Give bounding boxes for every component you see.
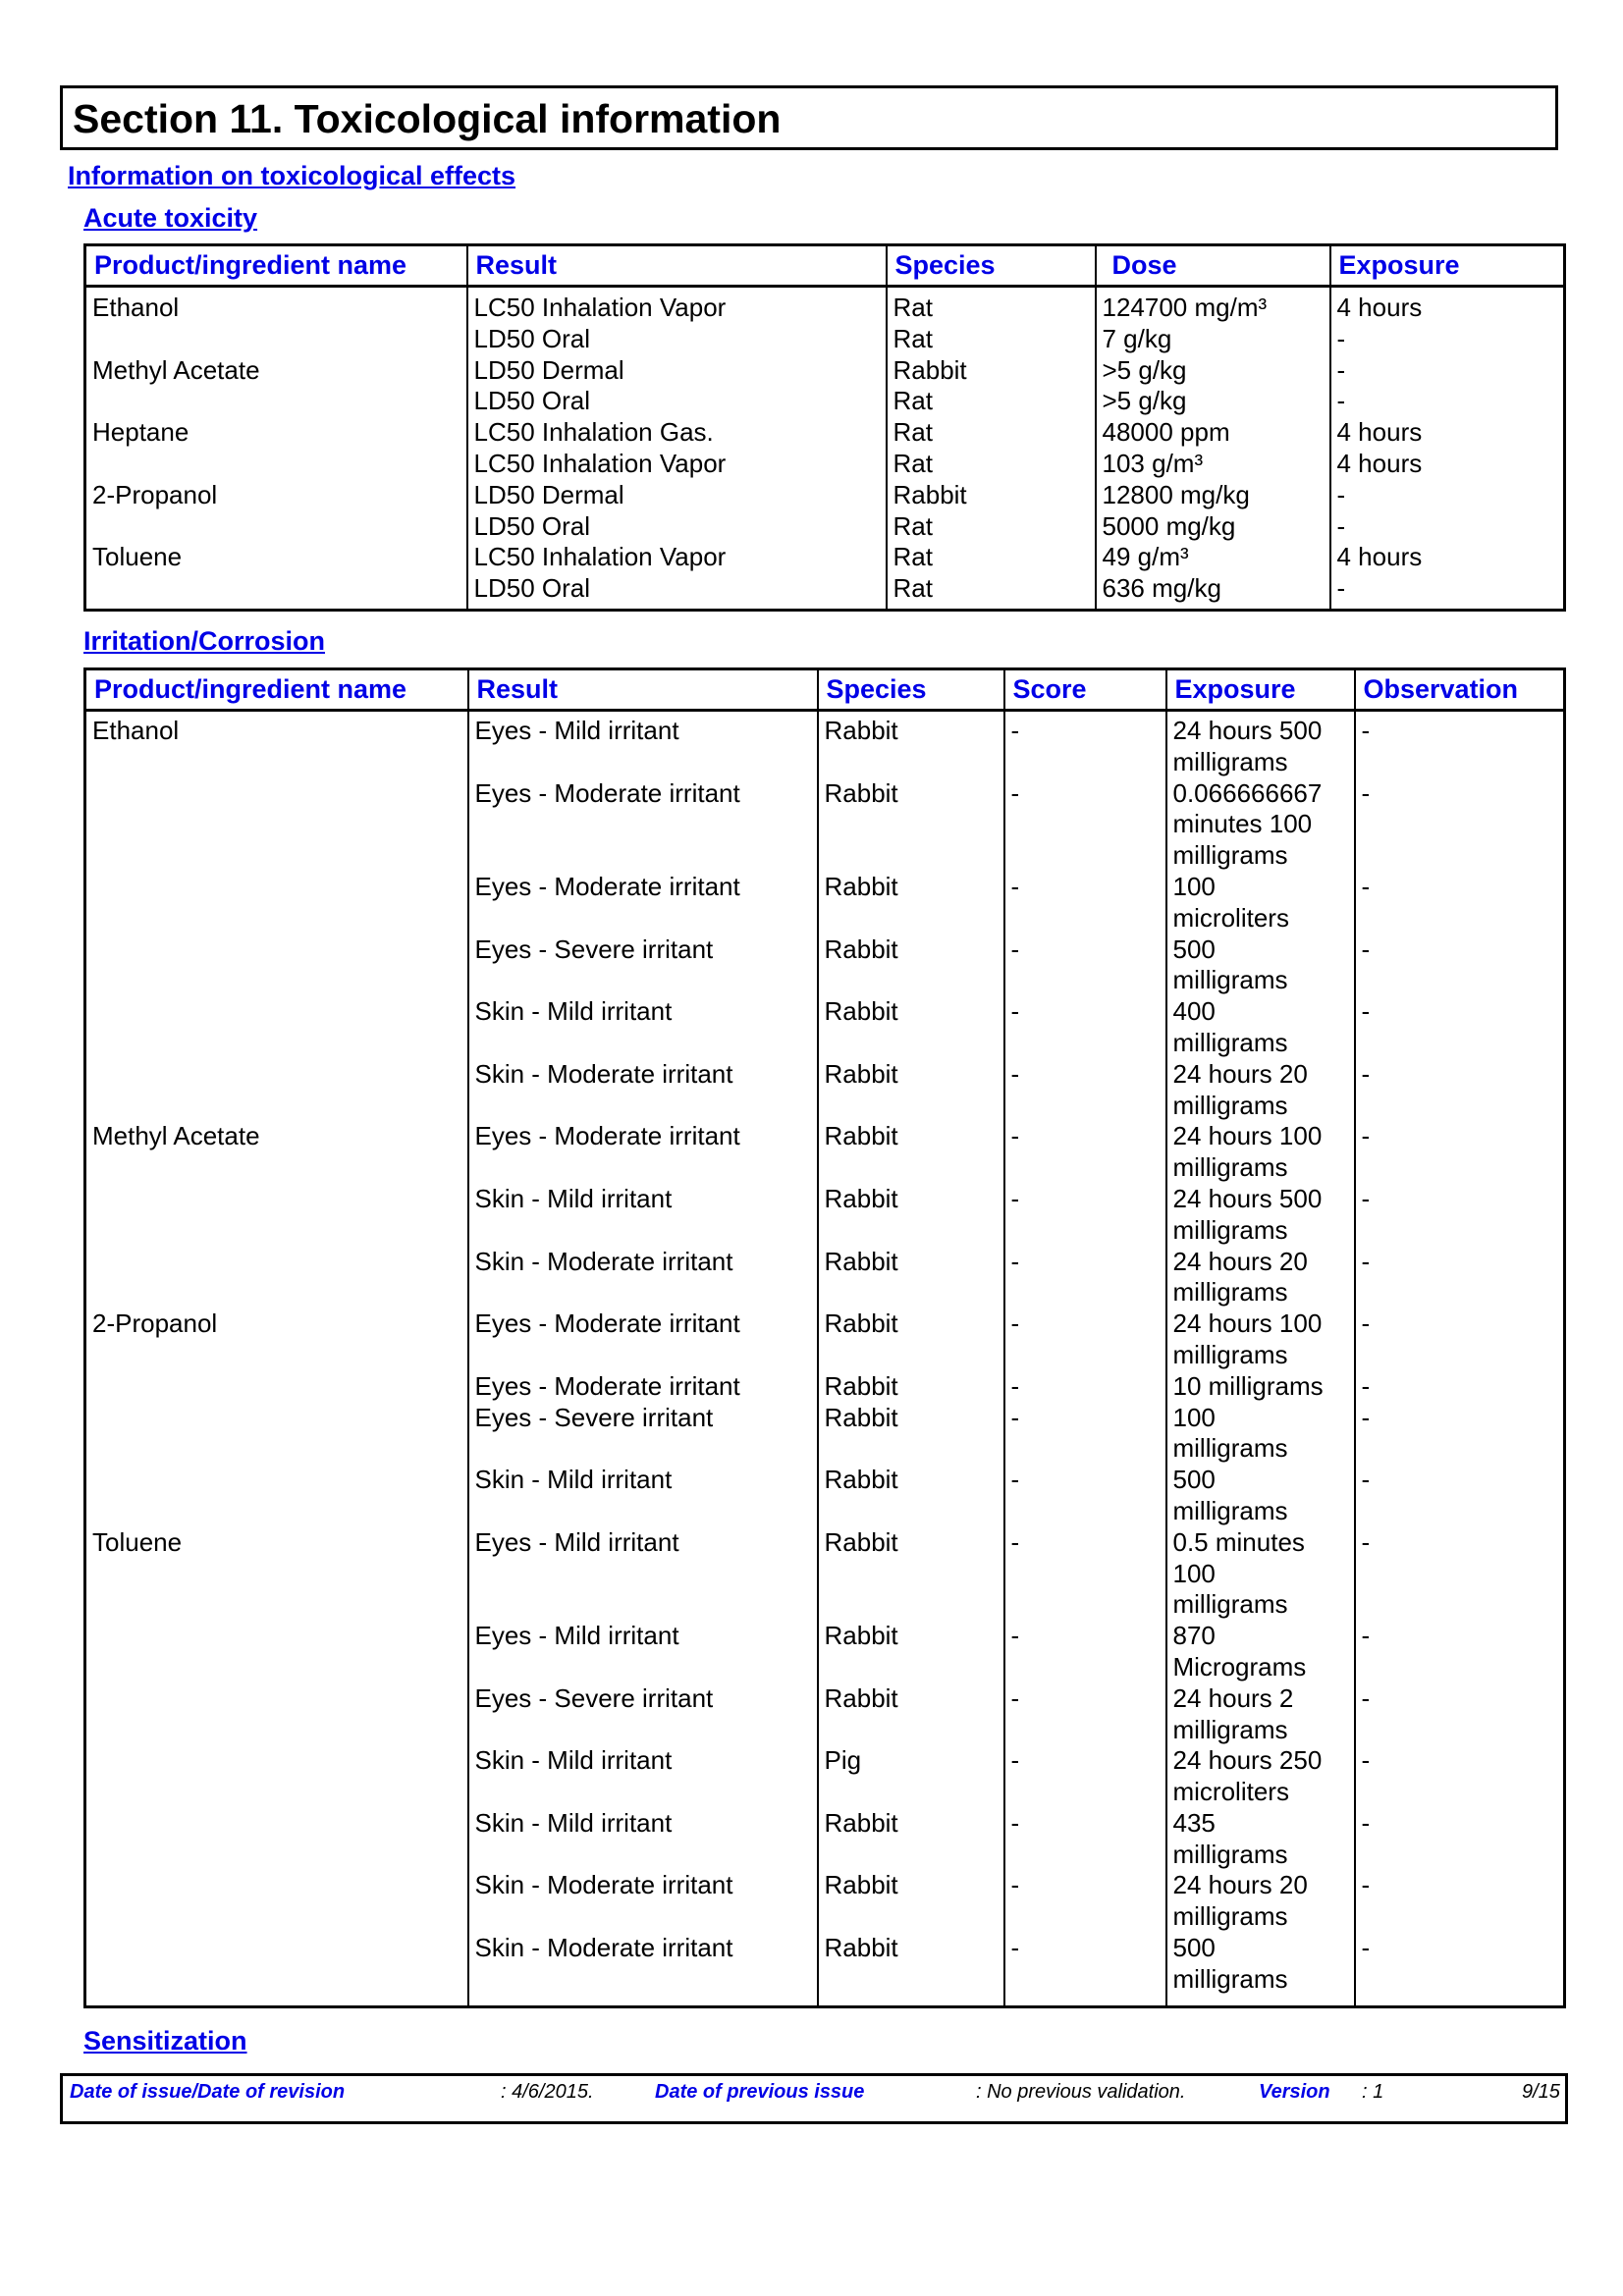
col-product-name: Product/ingredient name: [85, 245, 467, 287]
exposure-line: 24 hours 20: [1172, 1870, 1308, 1900]
score-cell: -: [1004, 778, 1166, 872]
species-cell: Rat: [887, 417, 1096, 449]
score-cell: -: [1004, 934, 1166, 997]
exposure-line: 100: [1172, 871, 1216, 901]
species-cell: Rabbit: [818, 1371, 1004, 1403]
product-name-cell: Toluene: [92, 1526, 183, 1557]
exposure-cell: -: [1330, 480, 1565, 511]
product-name-cell: [85, 1465, 468, 1527]
score-cell: -: [1004, 1371, 1166, 1403]
species-cell: Rabbit: [818, 1121, 1004, 1184]
result-cell: Skin - Moderate irritant: [468, 1933, 818, 1996]
species-cell: Rat: [887, 386, 1096, 417]
exposure-line: 100: [1172, 1558, 1216, 1588]
product-name-cell: 2-Propanol: [92, 1308, 218, 1339]
exposure-line: milligrams: [1172, 746, 1288, 776]
table-row: [85, 1808, 1565, 1871]
table-row: [85, 573, 1565, 610]
exposure-cell: [1166, 1808, 1355, 1871]
exposure-line: 0.5 minutes: [1172, 1526, 1305, 1557]
observation-cell: -: [1355, 1121, 1565, 1184]
table-row: [85, 324, 1565, 355]
species-cell: Rabbit: [818, 934, 1004, 997]
exposure-cell: [1166, 1059, 1355, 1122]
exposure-cell: [1166, 711, 1355, 778]
exposure-line: 10 milligrams: [1172, 1370, 1324, 1401]
exposure-cell: 4 hours: [1330, 417, 1565, 449]
exposure-cell: [1166, 1683, 1355, 1746]
score-cell: -: [1004, 1745, 1166, 1808]
exposure-line: 24 hours 250: [1172, 1745, 1323, 1776]
result-cell: Skin - Moderate irritant: [468, 1059, 818, 1122]
species-cell: Rat: [887, 573, 1096, 610]
score-cell: -: [1004, 1059, 1166, 1122]
exposure-cell: 4 hours: [1330, 287, 1565, 324]
result-cell: Eyes - Moderate irritant: [468, 1308, 818, 1371]
dose-cell: >5 g/kg: [1096, 386, 1330, 417]
exposure-line: minutes 100: [1172, 809, 1313, 839]
info-heading[interactable]: Information on toxicological effects: [68, 161, 516, 190]
result-cell: Eyes - Moderate irritant: [468, 1371, 818, 1403]
observation-cell: -: [1355, 1308, 1565, 1371]
table-row: [85, 996, 1565, 1059]
exposure-cell: [1166, 934, 1355, 997]
table-row: [85, 1527, 1565, 1621]
product-name-cell: [85, 934, 468, 997]
score-cell: -: [1004, 1184, 1166, 1247]
table-row: [85, 1465, 1565, 1527]
table-row: [85, 1403, 1565, 1466]
result-cell: Skin - Mild irritant: [468, 996, 818, 1059]
observation-cell: -: [1355, 1059, 1565, 1122]
species-cell: Rabbit: [818, 1308, 1004, 1371]
result-cell: LC50 Inhalation Vapor: [467, 287, 887, 324]
table-row: [85, 1121, 1565, 1184]
footer-prev-label: Date of previous issue: [655, 2081, 865, 2103]
product-name-cell: [85, 511, 467, 543]
table-row: [85, 711, 1565, 778]
exposure-cell: -: [1330, 573, 1565, 610]
result-cell: Skin - Mild irritant: [468, 1745, 818, 1808]
table-row: [85, 1745, 1565, 1808]
table-row: [85, 1308, 1565, 1371]
exposure-line: milligrams: [1172, 1277, 1288, 1308]
dose-cell: >5 g/kg: [1096, 355, 1330, 387]
observation-cell: -: [1355, 1683, 1565, 1746]
exposure-cell: [1166, 872, 1355, 934]
sensitization-heading[interactable]: Sensitization: [83, 2026, 247, 2056]
result-cell: Eyes - Moderate irritant: [468, 872, 818, 934]
exposure-cell: -: [1330, 355, 1565, 387]
exposure-cell: [1166, 1403, 1355, 1466]
dose-cell: 48000 ppm: [1096, 417, 1330, 449]
product-name-cell: [85, 996, 468, 1059]
exposure-line: 100: [1172, 1402, 1216, 1432]
result-cell: Skin - Mild irritant: [468, 1808, 818, 1871]
product-name-cell: [85, 1621, 468, 1683]
dose-cell: 49 g/m³: [1096, 542, 1330, 573]
exposure-cell: [1166, 1745, 1355, 1808]
product-name-cell: [85, 449, 467, 480]
species-cell: Rabbit: [887, 355, 1096, 387]
species-cell: Rat: [887, 511, 1096, 543]
exposure-line: 24 hours 2: [1172, 1682, 1294, 1713]
table-row: [85, 934, 1565, 997]
exposure-cell: [1166, 1870, 1355, 1933]
exposure-line: milligrams: [1172, 1839, 1288, 1869]
species-cell: Rat: [887, 324, 1096, 355]
table-padding-row: [85, 1996, 1565, 2007]
exposure-line: microliters: [1172, 902, 1289, 933]
dose-cell: 103 g/m³: [1096, 449, 1330, 480]
product-name-cell: Methyl Acetate: [92, 1121, 260, 1151]
dose-cell: 7 g/kg: [1096, 324, 1330, 355]
exposure-cell: -: [1330, 324, 1565, 355]
result-cell: Eyes - Mild irritant: [468, 1527, 818, 1621]
product-name-cell: [85, 1184, 468, 1247]
score-cell: -: [1004, 1247, 1166, 1309]
col-score: Score: [1004, 669, 1166, 711]
table-row: [85, 542, 1565, 573]
footer-version-label: Version: [1259, 2081, 1330, 2103]
score-cell: -: [1004, 1808, 1166, 1871]
exposure-line: 24 hours 20: [1172, 1246, 1308, 1276]
exposure-cell: 4 hours: [1330, 542, 1565, 573]
score-cell: -: [1004, 872, 1166, 934]
exposure-line: milligrams: [1172, 1589, 1288, 1620]
score-cell: -: [1004, 1121, 1166, 1184]
product-name-cell: [85, 324, 467, 355]
table-row: [85, 1683, 1565, 1746]
species-cell: Rabbit: [818, 1527, 1004, 1621]
irritation-corrosion-table: [83, 667, 1566, 2008]
dose-cell: 636 mg/kg: [1096, 573, 1330, 610]
acute-toxicity-table: [83, 243, 1566, 612]
section-title: Section 11. Toxicological information: [73, 96, 782, 141]
species-cell: Pig: [818, 1745, 1004, 1808]
product-name-cell: [85, 1683, 468, 1746]
product-name-cell: Ethanol: [92, 293, 180, 322]
exposure-line: 435: [1172, 1807, 1216, 1838]
species-cell: Rabbit: [818, 1465, 1004, 1527]
exposure-line: 24 hours 100: [1172, 1121, 1323, 1151]
table-row: [85, 778, 1565, 872]
exposure-line: 24 hours 500: [1172, 716, 1323, 745]
table-row: [85, 511, 1565, 543]
score-cell: -: [1004, 1933, 1166, 1996]
observation-cell: -: [1355, 1621, 1565, 1683]
result-cell: Eyes - Severe irritant: [468, 1683, 818, 1746]
observation-cell: -: [1355, 1403, 1565, 1466]
section-title-box: [60, 85, 1558, 150]
exposure-line: milligrams: [1172, 1214, 1288, 1245]
exposure-line: 500: [1172, 1933, 1216, 1963]
result-cell: LD50 Oral: [467, 573, 887, 610]
species-cell: Rabbit: [818, 1059, 1004, 1122]
col-observation: Observation: [1355, 669, 1565, 711]
table-row: [85, 1184, 1565, 1247]
species-cell: Rabbit: [818, 778, 1004, 872]
observation-cell: -: [1355, 934, 1565, 997]
observation-cell: -: [1355, 996, 1565, 1059]
result-cell: LD50 Dermal: [467, 480, 887, 511]
product-name-cell: [85, 1933, 468, 1996]
result-cell: Eyes - Mild irritant: [468, 711, 818, 778]
result-cell: LC50 Inhalation Vapor: [467, 542, 887, 573]
footer-date-value: : 4/6/2015.: [501, 2081, 594, 2103]
score-cell: -: [1004, 1308, 1166, 1371]
product-name-cell: [85, 778, 468, 872]
exposure-line: 500: [1172, 1465, 1216, 1495]
product-name-cell: Methyl Acetate: [92, 354, 260, 385]
exposure-cell: [1166, 1121, 1355, 1184]
product-name-cell: [85, 1247, 468, 1309]
product-name-cell: [85, 1870, 468, 1933]
irritation-header-row: [85, 669, 1565, 711]
acute-header-row: [85, 245, 1565, 287]
product-name-cell: [85, 1059, 468, 1122]
observation-cell: -: [1355, 1247, 1565, 1309]
score-cell: -: [1004, 1403, 1166, 1466]
exposure-line: milligrams: [1172, 1901, 1288, 1932]
result-cell: LD50 Oral: [467, 386, 887, 417]
score-cell: -: [1004, 711, 1166, 778]
exposure-line: 24 hours 100: [1172, 1308, 1323, 1339]
result-cell: Skin - Moderate irritant: [468, 1247, 818, 1309]
species-cell: Rabbit: [818, 1247, 1004, 1309]
acute-toxicity-heading[interactable]: Acute toxicity: [83, 203, 258, 233]
exposure-cell: [1166, 1621, 1355, 1683]
species-cell: Rabbit: [887, 480, 1096, 511]
exposure-line: milligrams: [1172, 1714, 1288, 1744]
result-cell: Skin - Moderate irritant: [468, 1870, 818, 1933]
table-row: [85, 1933, 1565, 1996]
product-name-cell: [85, 1745, 468, 1808]
result-cell: Skin - Mild irritant: [468, 1465, 818, 1527]
observation-cell: -: [1355, 711, 1565, 778]
product-name-cell: 2-Propanol: [92, 479, 218, 509]
exposure-line: milligrams: [1172, 1152, 1288, 1183]
irritation-heading[interactable]: Irritation/Corrosion: [83, 626, 326, 656]
score-cell: -: [1004, 1621, 1166, 1683]
exposure-cell: [1166, 1371, 1355, 1403]
exposure-cell: [1166, 1247, 1355, 1309]
col-product-name: Product/ingredient name: [85, 669, 468, 711]
result-cell: Eyes - Severe irritant: [468, 934, 818, 997]
exposure-line: 870: [1172, 1621, 1216, 1651]
result-cell: Eyes - Mild irritant: [468, 1621, 818, 1683]
exposure-line: Micrograms: [1172, 1651, 1307, 1682]
exposure-cell: -: [1330, 511, 1565, 543]
score-cell: -: [1004, 996, 1166, 1059]
species-cell: Rabbit: [818, 872, 1004, 934]
observation-cell: -: [1355, 1184, 1565, 1247]
exposure-line: microliters: [1172, 1777, 1289, 1807]
footer-version-value: : 1: [1362, 2081, 1384, 2103]
table-row: [85, 1247, 1565, 1309]
product-name-cell: Ethanol: [92, 716, 180, 745]
col-result: Result: [467, 245, 887, 287]
species-cell: Rabbit: [818, 1808, 1004, 1871]
score-cell: -: [1004, 1870, 1166, 1933]
result-cell: LC50 Inhalation Gas.: [467, 417, 887, 449]
table-row: [85, 480, 1565, 511]
dose-cell: 12800 mg/kg: [1096, 480, 1330, 511]
table-row: [85, 449, 1565, 480]
species-cell: Rat: [887, 287, 1096, 324]
result-cell: LC50 Inhalation Vapor: [467, 449, 887, 480]
observation-cell: -: [1355, 778, 1565, 872]
observation-cell: -: [1355, 1465, 1565, 1527]
table-row: [85, 386, 1565, 417]
footer-prev-value: : No previous validation.: [976, 2081, 1186, 2103]
exposure-cell: [1166, 1527, 1355, 1621]
product-name-cell: Toluene: [92, 542, 183, 572]
table-row: [85, 1621, 1565, 1683]
page-footer: [60, 2073, 1568, 2124]
product-name-cell: [85, 1371, 468, 1403]
product-name-cell: [85, 1808, 468, 1871]
exposure-line: milligrams: [1172, 965, 1288, 995]
product-name-cell: [85, 573, 467, 610]
exposure-line: milligrams: [1172, 1027, 1288, 1057]
exposure-line: milligrams: [1172, 1339, 1288, 1369]
species-cell: Rabbit: [818, 1683, 1004, 1746]
species-cell: Rabbit: [818, 1621, 1004, 1683]
col-result: Result: [468, 669, 818, 711]
exposure-line: 24 hours 500: [1172, 1183, 1323, 1213]
col-species: Species: [818, 669, 1004, 711]
exposure-cell: 4 hours: [1330, 449, 1565, 480]
product-name-cell: Heptane: [92, 417, 189, 448]
exposure-cell: [1166, 778, 1355, 872]
result-cell: Eyes - Severe irritant: [468, 1403, 818, 1466]
score-cell: -: [1004, 1527, 1166, 1621]
product-name-cell: [85, 386, 467, 417]
exposure-cell: [1166, 1308, 1355, 1371]
species-cell: Rabbit: [818, 711, 1004, 778]
col-exposure: Exposure: [1330, 245, 1565, 287]
table-row: [85, 417, 1565, 449]
observation-cell: -: [1355, 1808, 1565, 1871]
table-row: [85, 872, 1565, 934]
product-name-cell: [85, 1403, 468, 1466]
observation-cell: -: [1355, 1527, 1565, 1621]
result-cell: LD50 Dermal: [467, 355, 887, 387]
table-row: [85, 355, 1565, 387]
exposure-line: milligrams: [1172, 1963, 1288, 1994]
observation-cell: -: [1355, 1745, 1565, 1808]
footer-date-label: Date of issue/Date of revision: [70, 2081, 346, 2103]
exposure-cell: [1166, 1933, 1355, 1996]
observation-cell: -: [1355, 1371, 1565, 1403]
exposure-line: 500: [1172, 934, 1216, 964]
exposure-line: 400: [1172, 996, 1216, 1027]
exposure-line: milligrams: [1172, 1495, 1288, 1525]
observation-cell: -: [1355, 1933, 1565, 1996]
exposure-line: milligrams: [1172, 840, 1288, 871]
species-cell: Rabbit: [818, 1933, 1004, 1996]
col-species: Species: [887, 245, 1096, 287]
table-row: [85, 1870, 1565, 1933]
col-exposure: Exposure: [1166, 669, 1355, 711]
observation-cell: -: [1355, 1870, 1565, 1933]
species-cell: Rabbit: [818, 1870, 1004, 1933]
exposure-cell: -: [1330, 386, 1565, 417]
score-cell: -: [1004, 1465, 1166, 1527]
result-cell: LD50 Oral: [467, 511, 887, 543]
result-cell: Eyes - Moderate irritant: [468, 778, 818, 872]
species-cell: Rabbit: [818, 1184, 1004, 1247]
col-dose: Dose: [1096, 245, 1330, 287]
score-cell: -: [1004, 1683, 1166, 1746]
exposure-line: 24 hours 20: [1172, 1058, 1308, 1089]
species-cell: Rat: [887, 542, 1096, 573]
species-cell: Rabbit: [818, 1403, 1004, 1466]
exposure-cell: [1166, 1184, 1355, 1247]
exposure-line: milligrams: [1172, 1090, 1288, 1120]
observation-cell: -: [1355, 872, 1565, 934]
product-name-cell: [85, 872, 468, 934]
species-cell: Rat: [887, 449, 1096, 480]
exposure-line: 0.066666667: [1172, 777, 1323, 808]
result-cell: Eyes - Moderate irritant: [468, 1121, 818, 1184]
table-row: [85, 287, 1565, 324]
exposure-line: milligrams: [1172, 1433, 1288, 1464]
table-row: [85, 1371, 1565, 1403]
exposure-cell: [1166, 1465, 1355, 1527]
dose-cell: 124700 mg/m³: [1096, 287, 1330, 324]
exposure-cell: [1166, 996, 1355, 1059]
table-row: [85, 1059, 1565, 1122]
result-cell: LD50 Oral: [467, 324, 887, 355]
footer-page-number: 9/15: [1522, 2081, 1560, 2103]
species-cell: Rabbit: [818, 996, 1004, 1059]
dose-cell: 5000 mg/kg: [1096, 511, 1330, 543]
result-cell: Skin - Mild irritant: [468, 1184, 818, 1247]
